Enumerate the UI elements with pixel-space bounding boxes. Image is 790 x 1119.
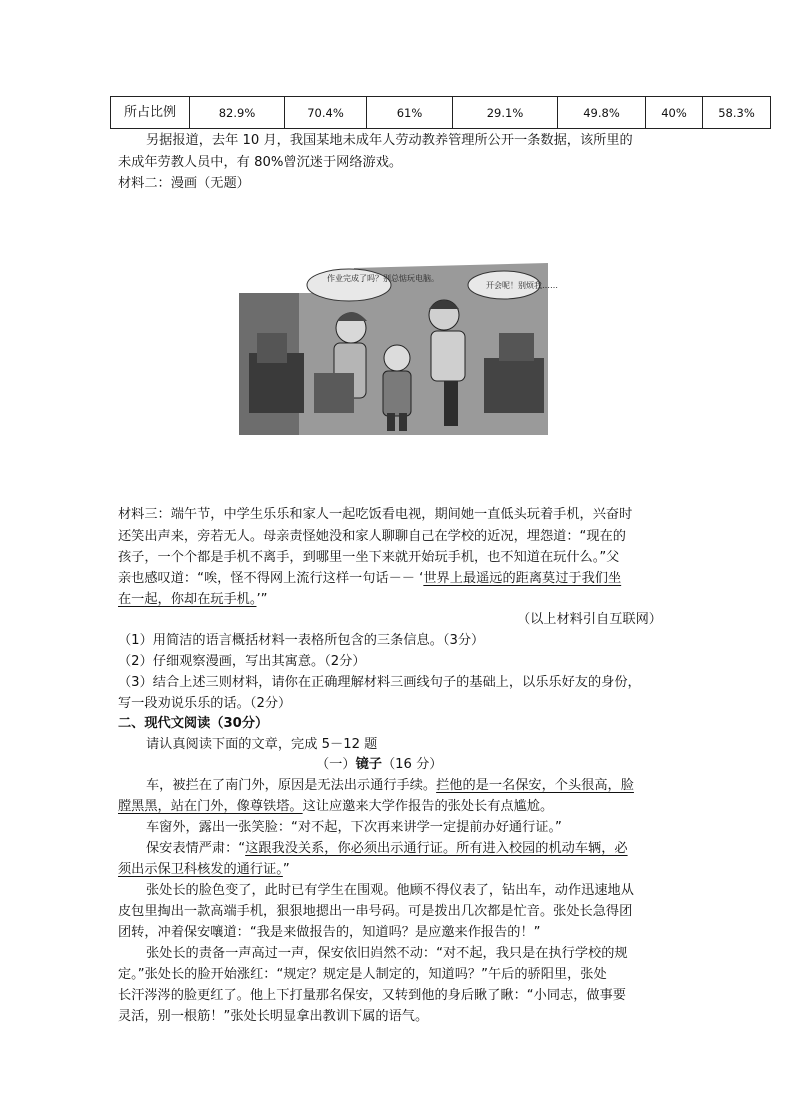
story-p5-line-1: 张处长的责备一声高过一声，保安依旧岿然不动：“对不起，我只是在执行学校的规 (146, 946, 628, 961)
section-2-instruction: 请认真阅读下面的文章，完成 5－12 题 (146, 737, 378, 752)
report-line-1: 另据报道，去年 10 月，我国某地未成年人劳动教养管理所公开一条数据，该所里的 (146, 133, 633, 148)
story-p3-line-2: 须出示保卫科核发的通行证。” (118, 862, 290, 877)
stats-table (110, 96, 771, 129)
material-3-line-5: 在一起，你却在玩手机。’” (118, 592, 268, 607)
story-p4-line-1: 张处长的脸色变了，此时已有学生在围观。他顾不得仪表了，钻出车，动作迅速地从 (146, 883, 634, 898)
material-3-line-3: 孩子，一个个都是手机不离手，到哪里一坐下来就开始玩手机，也不知道在玩什么。”父 (118, 550, 620, 565)
bubble-right-text: 开会呢！别烦我…… (486, 281, 558, 290)
question-3-line-2: 写一段劝说乐乐的话。（2分） (118, 696, 292, 711)
material-2-title: 材料二：漫画（无题） (118, 176, 250, 191)
table-cell: 82.9% (190, 97, 285, 129)
story-p4-line-2: 皮包里掏出一款高端手机，狠狠地摁出一串号码。可是拨出几次都是忙音。张处长急得团 (118, 904, 633, 919)
table-cell: 40% (646, 97, 703, 129)
underlined-sentence: 膛黑黑，站在门外，像尊铁塔。 (118, 799, 303, 814)
story-p5-line-3: 长汗涔涔的脸更红了。他上下打量那名保安，又转到他的身后瞅了瞅：“小同志，做事要 (118, 988, 626, 1003)
underlined-sentence: 这跟我没关系，你必须出示通行证。所有进入校园的机动车辆，必 (245, 841, 628, 856)
material-3-line-2: 还笑出声来，旁若无人。母亲责怪她没和家人聊聊自己在学校的近况，埋怨道：“现在的 (118, 529, 626, 544)
story-p4-line-3: 团转，冲着保安嚷道：“我是来做报告的，知道吗？是应邀来作报告的！” (118, 925, 541, 940)
material-3-line-1: 材料三：端午节，中学生乐乐和家人一起吃饭看电视，期间她一直低头玩着手机，兴奋时 (118, 507, 633, 522)
section-2-heading: 二、现代文阅读（30分） (118, 716, 269, 731)
table-cell: 61% (367, 97, 453, 129)
table-cell: 49.8% (558, 97, 646, 129)
story-p5-line-2: 定。”张处长的脸开始涨红：“规定？规定是人制定的，知道吗？”午后的骄阳里，张处 (118, 967, 607, 982)
table-cell: 29.1% (453, 97, 558, 129)
story-p3-line-1: 保安表情严肃：“这跟我没关系，你必须出示通行证。所有进入校园的机动车辆，必 (146, 841, 628, 856)
table-cell: 70.4% (285, 97, 367, 129)
story-p5-line-4: 灵活，别一根筋！”张处长明显拿出教训下属的语气。 (118, 1009, 429, 1024)
story-p2: 车窗外，露出一张笑脸：“对不起，下次再来讲学一定提前办好通行证。” (146, 820, 562, 835)
bubble-left-text: 作业完成了吗？别总惦玩电脑。 (327, 274, 439, 283)
underlined-sentence: 拦他的是一名保安，个头很高，脸 (436, 778, 634, 793)
underlined-sentence: 世界上最遥远的距离莫过于我们坐 (423, 571, 622, 586)
table-row (111, 97, 771, 129)
article-title: （一）镜子（16 分） (316, 757, 443, 772)
underlined-sentence: 在一起，你却在玩手机。 (118, 592, 257, 607)
question-1: （1）用简洁的语言概括材料一表格所包含的三条信息。（3分） (118, 633, 485, 648)
material-3-line-4: 亲也感叹道：“唉，怪不得网上流行这样一句话－－ ‘世界上最遥远的距离莫过于我们坐 (118, 571, 622, 586)
question-3-line-1: （3）结合上述三则材料，请你在正确理解材料三画线句子的基础上，以乐乐好友的身份， (118, 675, 641, 690)
underlined-sentence: 须出示保卫科核发的通行证。 (118, 862, 283, 877)
table-cell: 58.3% (703, 97, 771, 129)
cartoon-image (239, 263, 558, 435)
table-header-cell: 所占比例 (111, 97, 190, 129)
source-note: （以上材料引自互联网） (516, 612, 662, 627)
report-line-2: 未成年劳教人员中，有 80%曾沉迷于网络游戏。 (118, 155, 403, 170)
story-p1-line-2: 膛黑黑，站在门外，像尊铁塔。这让应邀来大学作报告的张处长有点尴尬。 (118, 799, 554, 814)
story-p1-line-1: 车，被拦在了南门外，原因是无法出示通行手续。拦他的是一名保安，个头很高，脸 (146, 778, 634, 793)
question-2: （2）仔细观察漫画，写出其寓意。（2分） (118, 654, 366, 669)
